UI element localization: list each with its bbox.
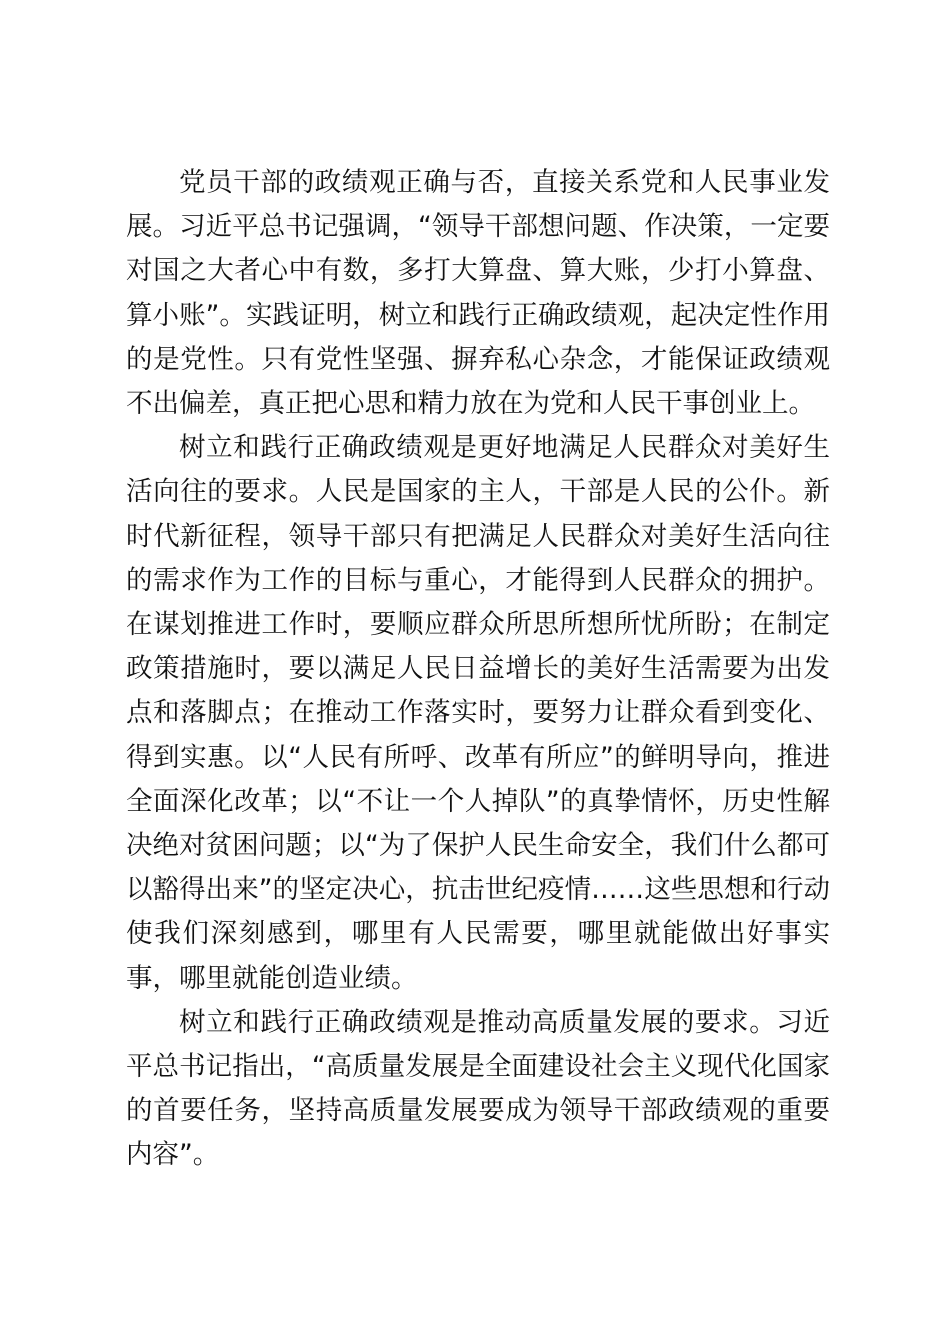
- body-text: [126, 161, 830, 1178]
- paragraph: 树立和践行正确政绩观是推动高质量发展的要求。习近平总书记指出，“高质量发展是全面建设社会主义现代化国家的首要任务，坚持高质量发展要成为领导干部政绩观的重要内容”。: [126, 1006, 830, 1171]
- paragraph: 党员干部的政绩观正确与否，直接关系党和人民事业发展。习近平总书记强调，“领导干部想问题、作决策，一定要对国之大者心中有数，多打大算盘、算大账，少打小算盘、算小账”。实践证明，树立和践行正确政绩观，起决定性作用的是党性。只有党性坚强、摒弃私心杂念，才能保证政绩观不出偏差，真正把心思和精力放在为党和人民干事创业上。: [126, 167, 830, 420]
- paragraph: 树立和践行正确政绩观是更好地满足人民群众对美好生活向往的要求。人民是国家的主人，干部是人民的公仆。新时代新征程，领导干部只有把满足人民群众对美好生活向往的需求作为工作的目标与重心，才能得到人民群众的拥护。在谋划推进工作时，要顺应群众所思所想所忧所盼；在制定政策措施时，要以满足人民日益增长的美好生活需要为出发点和落脚点；在推动工作落实时，要努力让群众看到变化、得到实惠。以“人民有所呼、改革有所应”的鲜明导向，推进全面深化改革；以“不让一个人掉队”的真挚情怀，历史性解决绝对贫困问题；以“为了保护人民生命安全，我们什么都可以豁得出来”的坚定决心，抗击世纪疫情……这些思想和行动使我们深刻感到，哪里有人民需要，哪里就能做出好事实事，哪里就能创造业绩。: [126, 432, 830, 994]
